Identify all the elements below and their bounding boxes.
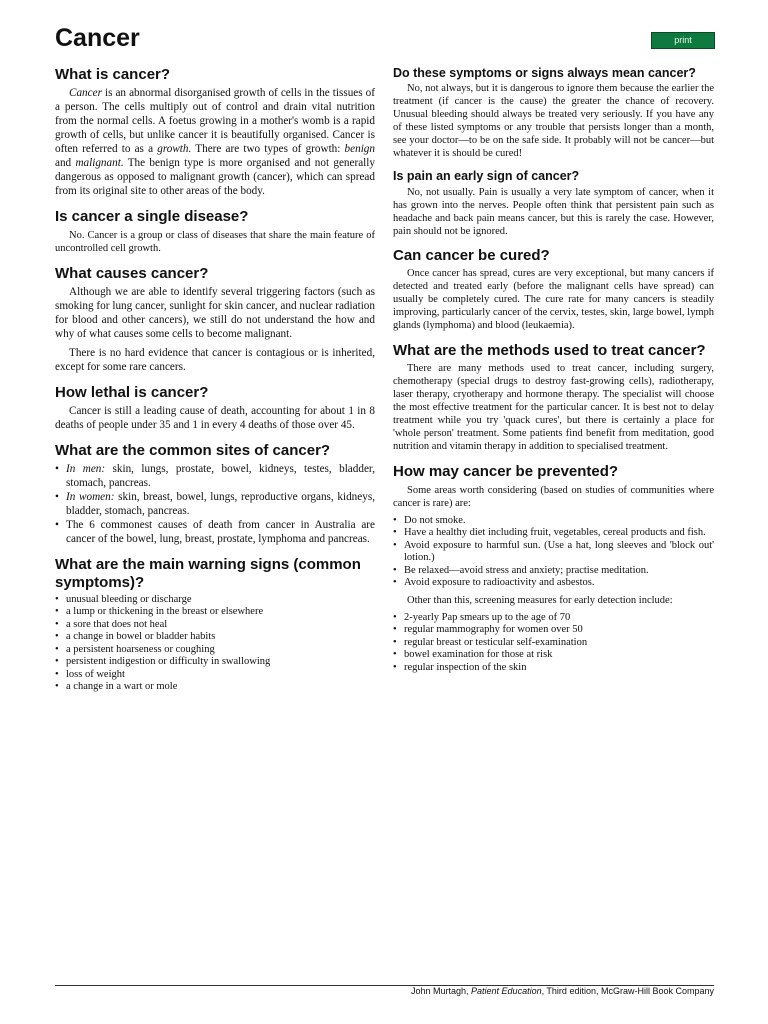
- prevention-list: [393, 515, 714, 590]
- list-item: • a change in a wart or mole: [55, 681, 375, 694]
- list-item: • a persistent hoarseness or coughing: [55, 644, 375, 657]
- list-item: • Be relaxed—avoid stress and anxiety; practise meditation.: [393, 565, 714, 578]
- section-single-disease: [55, 208, 375, 254]
- left-column: [55, 66, 375, 704]
- list-item: • Do not smoke.: [393, 515, 714, 528]
- list-item: • a change in bowel or bladder habits: [55, 631, 375, 644]
- list-item: • regular inspection of the skin: [393, 662, 714, 675]
- screening-list: [393, 612, 714, 675]
- sites-list: [55, 462, 375, 546]
- section-prevention: [393, 463, 714, 674]
- warning-signs-list: [55, 594, 375, 694]
- section-paragraph: There is no hard evidence that cancer is contagious or is inherited, except for some rare cancers.: [55, 346, 375, 373]
- section-always-cancer: [393, 66, 714, 160]
- section-pain: [393, 169, 714, 237]
- section-paragraph: Although we are able to identify several triggering factors (such as smoking for lung cancer, sunlight for skin cancer, and nuclear radiation for blood and other cancers), we still do not understand the how and why of what causes some cells to become malignant.: [55, 285, 375, 340]
- list-item: • Avoid exposure to harmful sun. (Use a hat, long sleeves and 'block out' lotion.): [393, 540, 714, 565]
- section-warning-signs: [55, 556, 375, 694]
- section-paragraph: There are many methods used to treat cancer, including surgery, chemotherapy (special drugs to destroy fast-growing cells), radiotherapy, laser therapy, cryotherapy and hormone therapy. The specialist will choose the most effective treatment for the particular cancer. It is best not to delay treatment while you try 'quack cures', but there is certainly a place for 'whole person' treatment. Some patients find benefit from meditation, good nutrition and vitamin therapy in addition to specialised treatment.: [393, 363, 714, 453]
- section-paragraph: Some areas worth considering (based on studies of communities where cancer is rare) are:: [393, 484, 714, 509]
- list-item: • loss of weight: [55, 669, 375, 682]
- print-button[interactable]: print: [651, 32, 715, 49]
- footer-citation: John Murtagh, Patient Education, Third edition, McGraw-Hill Book Company: [410, 986, 714, 996]
- section-paragraph: Cancer is still a leading cause of death, accounting for about 1 in 8 deaths of people under 35 and 1 in every 4 deaths of those over 45.: [55, 405, 375, 431]
- list-item: • regular mammography for women over 50: [393, 624, 714, 637]
- section-paragraph: No, not always, but it is dangerous to ignore them because the earlier the treatment (if cancer is the cause) the greater the chance of recovery. Unusual bleeding should always be treated very seriously. If you have any of these listed symptoms or any trouble that persists longer than a month, see your doctor—to be on the safe side. It probably will not be cancer—but whatever it is should be cured!: [393, 83, 714, 160]
- section-heading: What causes cancer?: [55, 264, 209, 282]
- list-item: • regular breast or testicular self-examination: [393, 637, 714, 650]
- section-heading: Can cancer be cured?: [393, 246, 550, 264]
- list-item: • a sore that does not heal: [55, 619, 375, 632]
- section-heading: Do these symptoms or signs always mean cancer?: [393, 66, 696, 80]
- list-item: • unusual bleeding or discharge: [55, 594, 375, 607]
- section-lethal: [55, 384, 375, 432]
- section-cured: [393, 247, 714, 332]
- section-heading: What are the main warning signs (common symptoms)?: [55, 556, 361, 591]
- section-heading: What are the methods used to treat cancer?: [393, 342, 706, 359]
- section-paragraph: Cancer is an abnormal disorganised growth of cells in the tissues of a person. The cells multiply out of control and drain vital nutrition from the normal cells. A foetus growing in a mother's womb is a rapid growth of cells, but unlike cancer it is beautifully organised. Cancer is often referred to as a growth. There are two types of growth: benign and malignant. The benign type is more organised and not generally dangerous as opposed to malignant growth (cancer), which can spread from its original site to other areas of the body.: [55, 87, 375, 198]
- list-item: • persistent indigestion or difficulty in swallowing: [55, 656, 375, 669]
- section-methods: [393, 342, 714, 453]
- section-heading: What is cancer?: [55, 66, 171, 83]
- section-causes: [55, 265, 375, 374]
- section-heading: How lethal is cancer?: [55, 383, 209, 401]
- section-heading: Is pain an early sign of cancer?: [393, 169, 580, 184]
- list-item: • Have a healthy diet including fruit, vegetables, cereal products and fish.: [393, 527, 714, 540]
- section-paragraph: No. Cancer is a group or class of diseases that share the main feature of uncontrolled cell growth.: [55, 229, 375, 254]
- section-heading: How may cancer be prevented?: [393, 463, 619, 481]
- section-what-is-cancer: [55, 66, 375, 198]
- list-item: • 2-yearly Pap smears up to the age of 70: [393, 612, 714, 625]
- list-item: • The 6 commonest causes of death from cancer in Australia are cancer of the bowel, lung, breast, prostate, lymphoma and pancreas.: [55, 518, 375, 546]
- list-item: • a lump or thickening in the breast or elsewhere: [55, 606, 375, 619]
- section-common-sites: [55, 442, 375, 546]
- right-column: [393, 66, 714, 684]
- section-paragraph: No, not usually. Pain is usually a very late symptom of cancer, when it has grown into the nerves. People often think that persistent pain such as headache and back pain means cancer, but this is rarely the case. However, pain should not be ignored.: [393, 186, 714, 237]
- section-heading: What are the common sites of cancer?: [55, 442, 331, 459]
- section-paragraph: Other than this, screening measures for early detection include:: [407, 594, 673, 606]
- list-item: • bowel examination for those at risk: [393, 649, 714, 662]
- section-heading: Is cancer a single disease?: [55, 208, 249, 226]
- page-title: Cancer: [55, 24, 140, 52]
- list-item: • In men: skin, lungs, prostate, bowel, kidneys, testes, bladder, stomach, pancreas.: [55, 462, 375, 490]
- list-item: • In women: skin, breast, bowel, lungs, reproductive organs, kidneys, bladder, stomach, pancreas.: [55, 490, 375, 518]
- list-item: • Avoid exposure to radioactivity and asbestos.: [393, 577, 714, 590]
- section-paragraph: Once cancer has spread, cures are very exceptional, but many cancers if detected and treated early (before the malignant cells have spread) can usually be completely cured. The cure rate for many cancers is steadily improving, particularly cancer of the cervix, testes, skin, large bowel, lymph glands (lymphoma) and blood (leukaemia).: [393, 268, 714, 331]
